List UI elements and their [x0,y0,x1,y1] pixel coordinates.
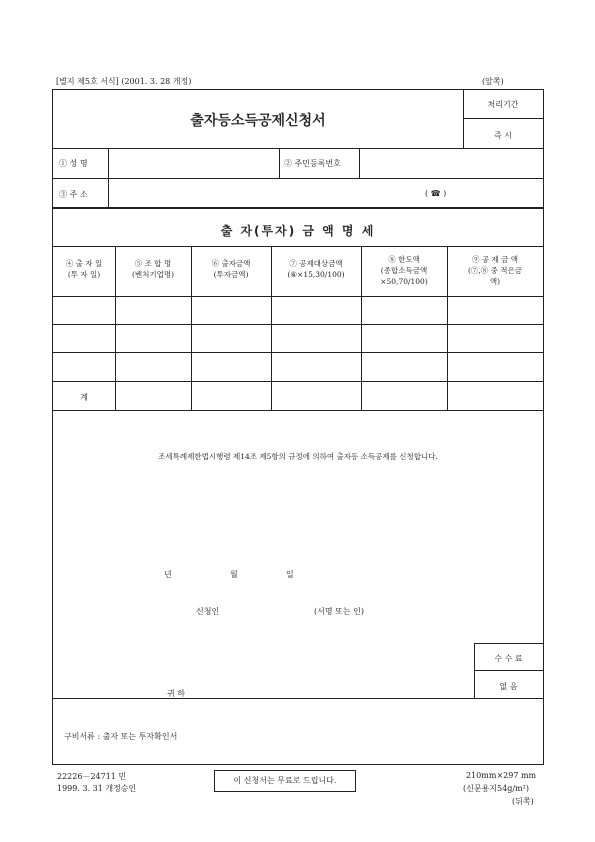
table-cell[interactable] [191,352,271,381]
paper-size: 210mm×297 mm [466,771,537,780]
table-cell[interactable] [361,352,447,381]
table-cell[interactable] [271,296,361,324]
fee-value: 없 음 [499,682,518,691]
recipient-label: 귀 하 [167,689,185,698]
table-cell[interactable] [447,352,543,381]
detail-table-title: 출 자(투자) 금 액 명 세 [220,224,376,238]
column-header-5: ⑧ 한도액 (종합소득금액 ×50,70/100) [380,255,428,286]
date-year: 년 [164,570,172,579]
column-header-4: ⑦ 공제대상금액 (⑥×15,30/100) [287,259,345,279]
column-header-1: ④ 출 자 일 (투 자 일) [65,259,103,279]
table-cell[interactable] [115,324,191,352]
column-header-6: ⑨ 공 제 금 액 (⑦,⑧ 중 적은금 액) [467,255,523,286]
column-header-2: ⑤ 조 합 명 (벤처기업명) [131,259,175,279]
statement-text: 조세특례제한법시행령 제14조 제5항의 규정에 의하여 출자등 소득공제를 신청합니다. [158,452,438,461]
table-cell[interactable] [53,324,115,352]
approval-date: 1999. 3. 31 개정승인 [57,784,137,793]
date-day: 일 [286,570,294,579]
table-cell[interactable] [115,352,191,381]
date-month: 월 [230,570,238,579]
total-row-label: 계 [80,393,88,402]
attachments-note: 구비서류 : 출자 또는 투자확인서 [64,732,178,741]
table-cell[interactable] [447,324,543,352]
front-page-label: (앞쪽) [482,77,504,86]
rrn-label: ② 주민등록번호 [284,159,341,168]
phone-field[interactable]: ( ☎ ) [425,189,447,198]
form-reference: [별지 제5호 서식] (2001. 3. 28 개정) [56,77,192,86]
column-header-3: ⑥ 출자금액 (투자금액) [211,259,251,279]
table-cell[interactable] [361,324,447,352]
table-row-line [53,410,543,411]
address-label: ③ 주 소 [59,190,88,199]
application-form [52,89,544,765]
table-row-line [53,381,543,382]
form-title: 출자등소득공제신청서 [190,113,326,129]
free-notice: 이 신청서는 무료로 드립니다. [214,770,356,792]
table-cell[interactable] [447,296,543,324]
table-cell[interactable] [271,352,361,381]
processing-period-value: 즉 시 [494,131,512,140]
form-code: 22226－24711 민 [57,772,127,781]
table-cell[interactable] [53,352,115,381]
paper-spec: (신문용지54g/m²) [463,784,529,793]
processing-period-label: 처리기간 [487,100,519,109]
table-cell[interactable] [115,296,191,324]
table-cell[interactable] [191,296,271,324]
applicant-label: 신청인 [196,607,220,616]
table-cell[interactable] [53,296,115,324]
back-page-label: (뒤쪽) [512,797,534,806]
signature-field[interactable]: (서명 또는 인) [314,607,364,616]
fee-label: 수 수 료 [494,654,523,663]
table-cell[interactable] [191,324,271,352]
table-cell[interactable] [361,296,447,324]
name-label: ① 성 명 [59,159,88,168]
table-cell[interactable] [271,324,361,352]
